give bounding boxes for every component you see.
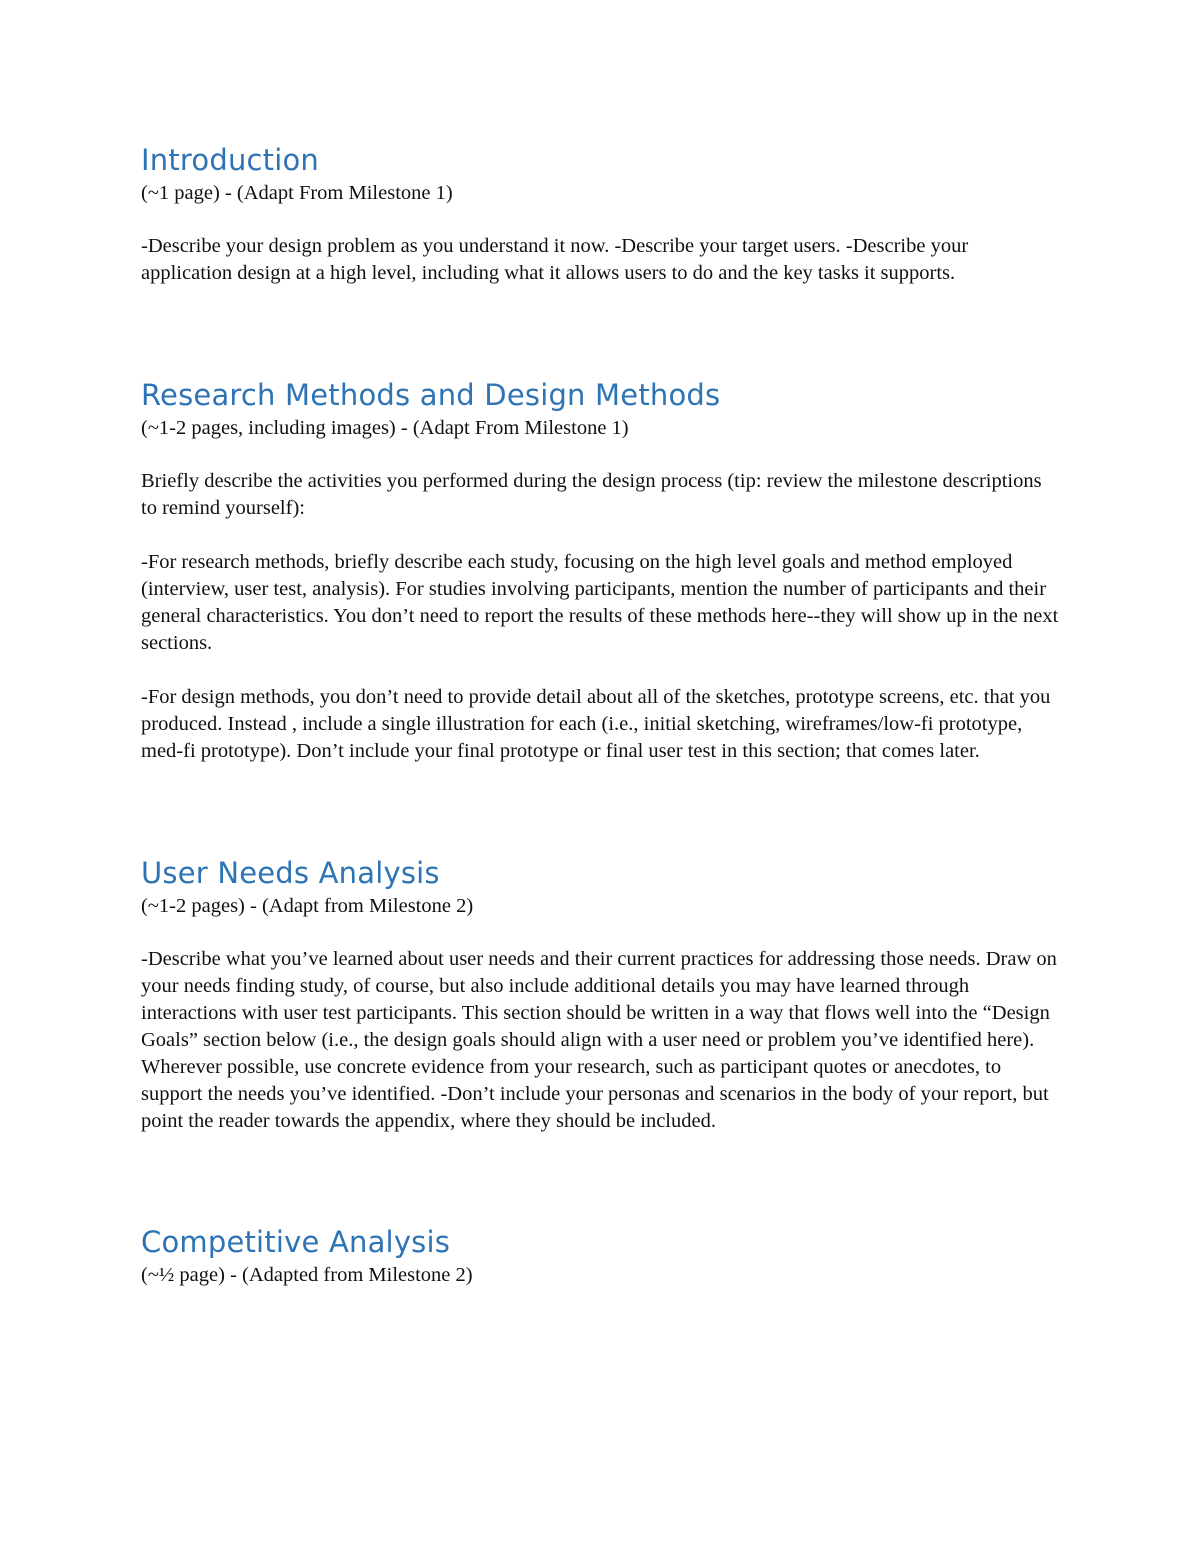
- section-paragraph: -For research methods, briefly describe each study, focusing on the high level goals and method employed (interview, user test, analysis). For studies involving participants, mention the number of participants and their general characteristics. You don’t need to report the results of these methods here--they will show up in the next sections.: [141, 551, 1059, 654]
- section-research-methods: [141, 375, 1061, 765]
- section-paragraph: -Describe what you’ve learned about user needs and their current practices for addressing those needs. Draw on your needs finding study, of course, but also include additional details you may have learned through interactions with user test participants. This section should be written in a way that flows well into the “Design Goals” section below (i.e., the design goals should align with a user need or problem you’ve identified here). Wherever possible, use concrete evidence from your research, such as participant quotes or anecdotes, to support the needs you’ve identified. -Don’t include your personas and scenarios in the body of your report, but point the reader towards the appendix, where they should be included.: [141, 948, 1057, 1132]
- section-subtitle: (~1-2 pages) - (Adapt from Milestone 2): [141, 895, 474, 917]
- section-subtitle: (~1 page) - (Adapt From Milestone 1): [141, 182, 453, 204]
- section-competitive-analysis: [141, 1222, 1061, 1289]
- section-heading: Introduction: [141, 143, 320, 177]
- section-subtitle: (~1-2 pages, including images) - (Adapt From Milestone 1): [141, 417, 629, 439]
- section-introduction: [141, 140, 1061, 287]
- document-content: [141, 140, 1061, 1289]
- section-heading: User Needs Analysis: [141, 856, 440, 890]
- section-user-needs-analysis: [141, 853, 1061, 1135]
- section-subtitle: (~½ page) - (Adapted from Milestone 2): [141, 1264, 473, 1286]
- section-heading: Competitive Analysis: [141, 1225, 451, 1259]
- section-paragraph: -For design methods, you don’t need to provide detail about all of the sketches, prototype screens, etc. that you produced. Instead , include a single illustration for each (i.e., initial sketching, wireframes/low-fi prototype, med-fi prototype). Don’t include your final prototype or final user test in this section; that comes later.: [141, 686, 1051, 762]
- section-heading: Research Methods and Design Methods: [141, 378, 721, 412]
- section-paragraph: Briefly describe the activities you performed during the design process (tip: review the milestone descriptions to remind yourself):: [141, 470, 1042, 519]
- section-paragraph: -Describe your design problem as you understand it now. -Describe your target users. -Describe your application design at a high level, including what it allows users to do and the key tasks it supports.: [141, 235, 969, 284]
